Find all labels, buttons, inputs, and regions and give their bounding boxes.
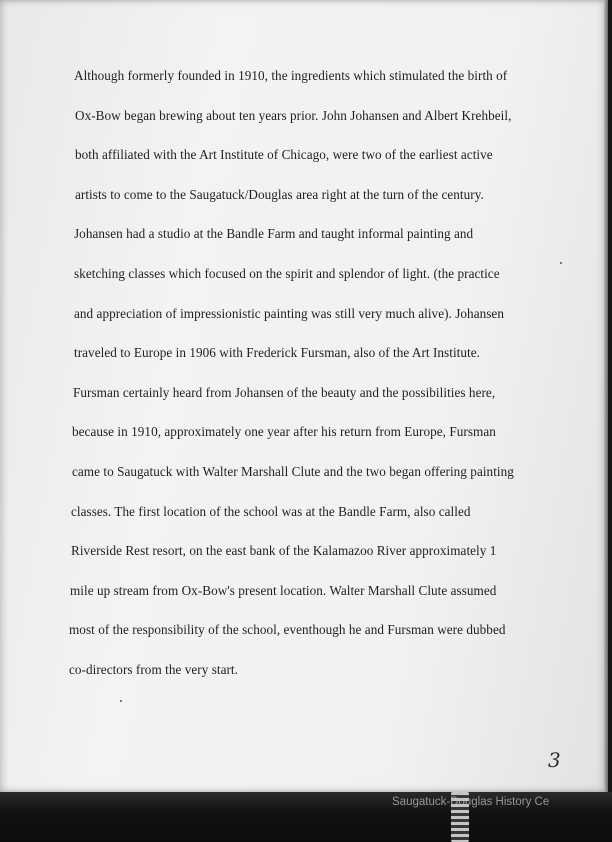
text-line: Johansen had a studio at the Bandle Farm and taught informal painting and	[74, 226, 474, 242]
dust-speck	[120, 700, 122, 702]
body-text	[69, 68, 550, 702]
watermark: Saugatuck-Douglas History Ce	[392, 796, 550, 808]
text-line: Fursman certainly heard from Johansen of the beauty and the possibilities here,	[73, 384, 496, 400]
text-line: sketching classes which focused on the spirit and splendor of light. (the practice	[74, 265, 500, 281]
dust-speck	[560, 262, 562, 264]
text-line: co-directors from the very start.	[69, 661, 238, 677]
text-line: traveled to Europe in 1906 with Frederick Fursman, also of the Art Institute.	[74, 345, 480, 361]
text-line: Ox-Bow began brewing about ten years prior. John Johansen and Albert Krehbeil,	[75, 107, 512, 123]
text-line: most of the responsibility of the school, eventhough he and Fursman were dubbed	[69, 622, 506, 638]
text-line: because in 1910, approximately one year after his return from Europe, Fursman	[72, 424, 496, 440]
text-line: Riverside Rest resort, on the east bank of the Kalamazoo River approximately 1	[71, 543, 497, 559]
text-line: Although formerly founded in 1910, the ingredients which stimulated the birth of	[74, 68, 508, 83]
text-line: artists to come to the Saugatuck/Douglas area right at the turn of the century.	[75, 186, 484, 202]
page-number: 3	[548, 748, 561, 772]
text-line: classes. The first location of the school was at the Bandle Farm, also called	[71, 503, 471, 519]
text-line: mile up stream from Ox-Bow's present location. Walter Marshall Clute assumed	[70, 582, 497, 598]
text-line: and appreciation of impressionistic painting was still very much alive). Johansen	[74, 305, 504, 321]
text-line: came to Saugatuck with Walter Marshall Clute and the two began offering painting	[72, 463, 514, 479]
paper-edge	[604, 0, 608, 792]
text-line: both affiliated with the Art Institute of Chicago, were two of the earliest active	[75, 147, 493, 163]
